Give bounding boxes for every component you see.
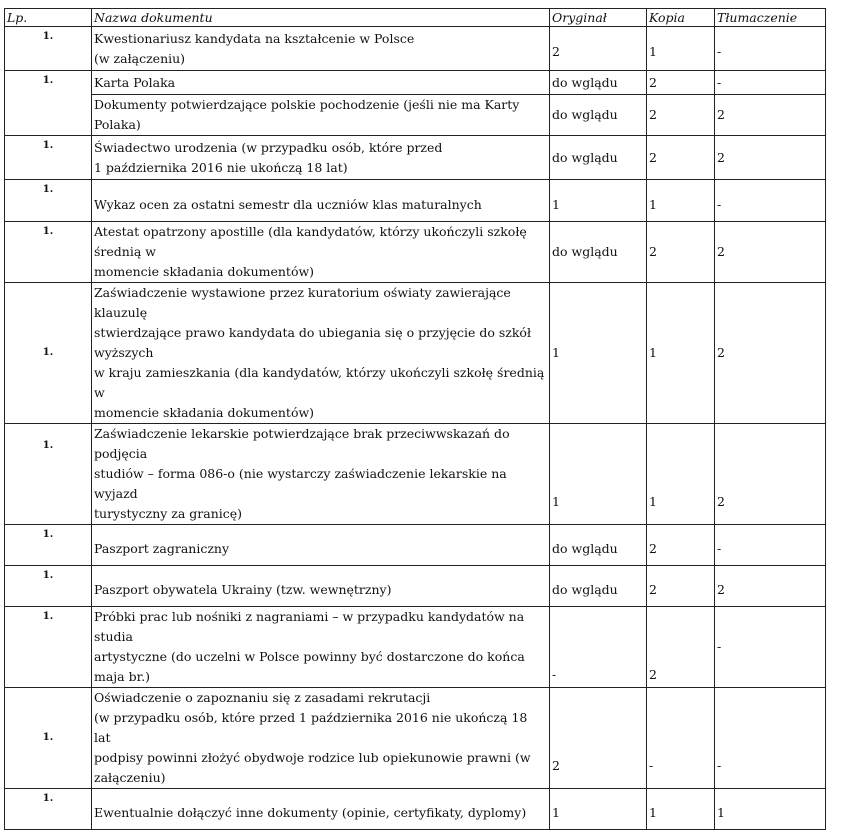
- row-translation: -: [715, 688, 826, 789]
- row-original: 1: [550, 180, 647, 222]
- row-translation: 2: [715, 95, 826, 136]
- row-original: 1: [550, 424, 647, 525]
- row-lp: 1.: [5, 525, 92, 566]
- row-lp: 1.: [5, 566, 92, 607]
- row-original: do wglądu: [550, 525, 647, 566]
- row-translation: -: [715, 180, 826, 222]
- row-lp: 1.: [5, 789, 92, 830]
- row-document-name: Ewentualnie dołączyć inne dokumenty (opinie, certyfikaty, dyplomy): [92, 789, 550, 830]
- row-copy: 2: [647, 71, 715, 95]
- row-translation: -: [715, 27, 826, 71]
- row-lp: 1.: [5, 607, 92, 688]
- row-document-name: Wykaz ocen za ostatni semestr dla uczniów klas maturalnych: [92, 180, 550, 222]
- row-original: 2: [550, 27, 647, 71]
- table-row: [5, 283, 826, 424]
- row-lp: 1.: [5, 71, 92, 136]
- row-original: do wglądu: [550, 95, 647, 136]
- row-lp: 1.: [5, 283, 92, 424]
- row-translation: 2: [715, 136, 826, 180]
- table-row: [5, 27, 826, 71]
- row-copy: 2: [647, 525, 715, 566]
- row-copy: 2: [647, 222, 715, 283]
- table-row: [5, 95, 826, 136]
- row-document-name: Atestat opatrzony apostille (dla kandydatów, którzy ukończyli szkołę średnią w momencie składania dokumentów): [92, 222, 550, 283]
- row-original: 2: [550, 688, 647, 789]
- row-lp: 1.: [5, 180, 92, 222]
- row-copy: 2: [647, 607, 715, 688]
- header-row: [5, 9, 826, 27]
- row-lp: 1.: [5, 222, 92, 283]
- table-row: [5, 180, 826, 222]
- row-original: -: [550, 607, 647, 688]
- row-original: do wglądu: [550, 566, 647, 607]
- row-original: 1: [550, 283, 647, 424]
- row-translation: -: [715, 525, 826, 566]
- row-translation: -: [715, 71, 826, 95]
- row-translation: 2: [715, 222, 826, 283]
- row-document-name: Kwestionariusz kandydata na kształcenie w Polsce (w załączeniu): [92, 27, 550, 71]
- header-name: Nazwa dokumentu: [92, 9, 550, 27]
- documents-table: [4, 8, 826, 830]
- header-lp: Lp.: [5, 9, 92, 27]
- row-copy: 1: [647, 283, 715, 424]
- row-copy: 2: [647, 136, 715, 180]
- table-row: [5, 222, 826, 283]
- row-document-name: Paszport zagraniczny: [92, 525, 550, 566]
- row-document-name: Próbki prac lub nośniki z nagraniami – w przypadku kandydatów na studia artystyczne (do uczelni w Polsce powinny być dostarczone do końca maja br.): [92, 607, 550, 688]
- row-original: 1: [550, 789, 647, 830]
- row-document-name: Paszport obywatela Ukrainy (tzw. wewnętrzny): [92, 566, 550, 607]
- row-lp: 1.: [5, 688, 92, 789]
- header-copy: Kopia: [647, 9, 715, 27]
- table-row: [5, 688, 826, 789]
- row-original: do wglądu: [550, 71, 647, 95]
- row-copy: -: [647, 688, 715, 789]
- row-translation: -: [715, 607, 826, 688]
- row-document-name: Zaświadczenie wystawione przez kuratorium oświaty zawierające klauzulę stwierdzające prawo kandydata do ubiegania się o przyjęcie do szkół wyższych w kraju zamieszkania (dla kandydatów, którzy ukończyli szkołę średnią w momencie składania dokumentów): [92, 283, 550, 424]
- table-row: [5, 566, 826, 607]
- row-lp: 1.: [5, 424, 92, 525]
- row-translation: 1: [715, 789, 826, 830]
- row-lp: 1.: [5, 27, 92, 71]
- row-translation: 2: [715, 283, 826, 424]
- header-original: Oryginał: [550, 9, 647, 27]
- row-copy: 1: [647, 789, 715, 830]
- row-lp: 1.: [5, 136, 92, 180]
- row-document-name: Karta Polaka: [92, 71, 550, 95]
- row-translation: 2: [715, 424, 826, 525]
- table-row: [5, 789, 826, 830]
- table-row: [5, 525, 826, 566]
- row-original: do wglądu: [550, 222, 647, 283]
- table-row: [5, 136, 826, 180]
- row-document-name: Świadectwo urodzenia (w przypadku osób, które przed 1 października 2016 nie ukończą 18 lat): [92, 136, 550, 180]
- row-document-name: Oświadczenie o zapoznaniu się z zasadami rekrutacji (w przypadku osób, które przed 1 października 2016 nie ukończą 18 lat podpisy powinni złożyć obydwoje rodzice lub opiekunowie prawni (w załączeniu): [92, 688, 550, 789]
- row-copy: 1: [647, 424, 715, 525]
- table-row: [5, 607, 826, 688]
- table-row: [5, 71, 826, 95]
- row-translation: 2: [715, 566, 826, 607]
- row-document-name: Dokumenty potwierdzające polskie pochodzenie (jeśli nie ma Karty Polaka): [92, 95, 550, 136]
- row-original: do wglądu: [550, 136, 647, 180]
- row-copy: 1: [647, 27, 715, 71]
- row-copy: 2: [647, 95, 715, 136]
- row-document-name: Zaświadczenie lekarskie potwierdzające brak przeciwwskazań do podjęcia studiów – forma 086-o (nie wystarczy zaświadczenie lekarskie na wyjazd turystyczny za granicę): [92, 424, 550, 525]
- table-row: [5, 424, 826, 525]
- row-copy: 2: [647, 566, 715, 607]
- row-copy: 1: [647, 180, 715, 222]
- header-translation: Tłumaczenie: [715, 9, 826, 27]
